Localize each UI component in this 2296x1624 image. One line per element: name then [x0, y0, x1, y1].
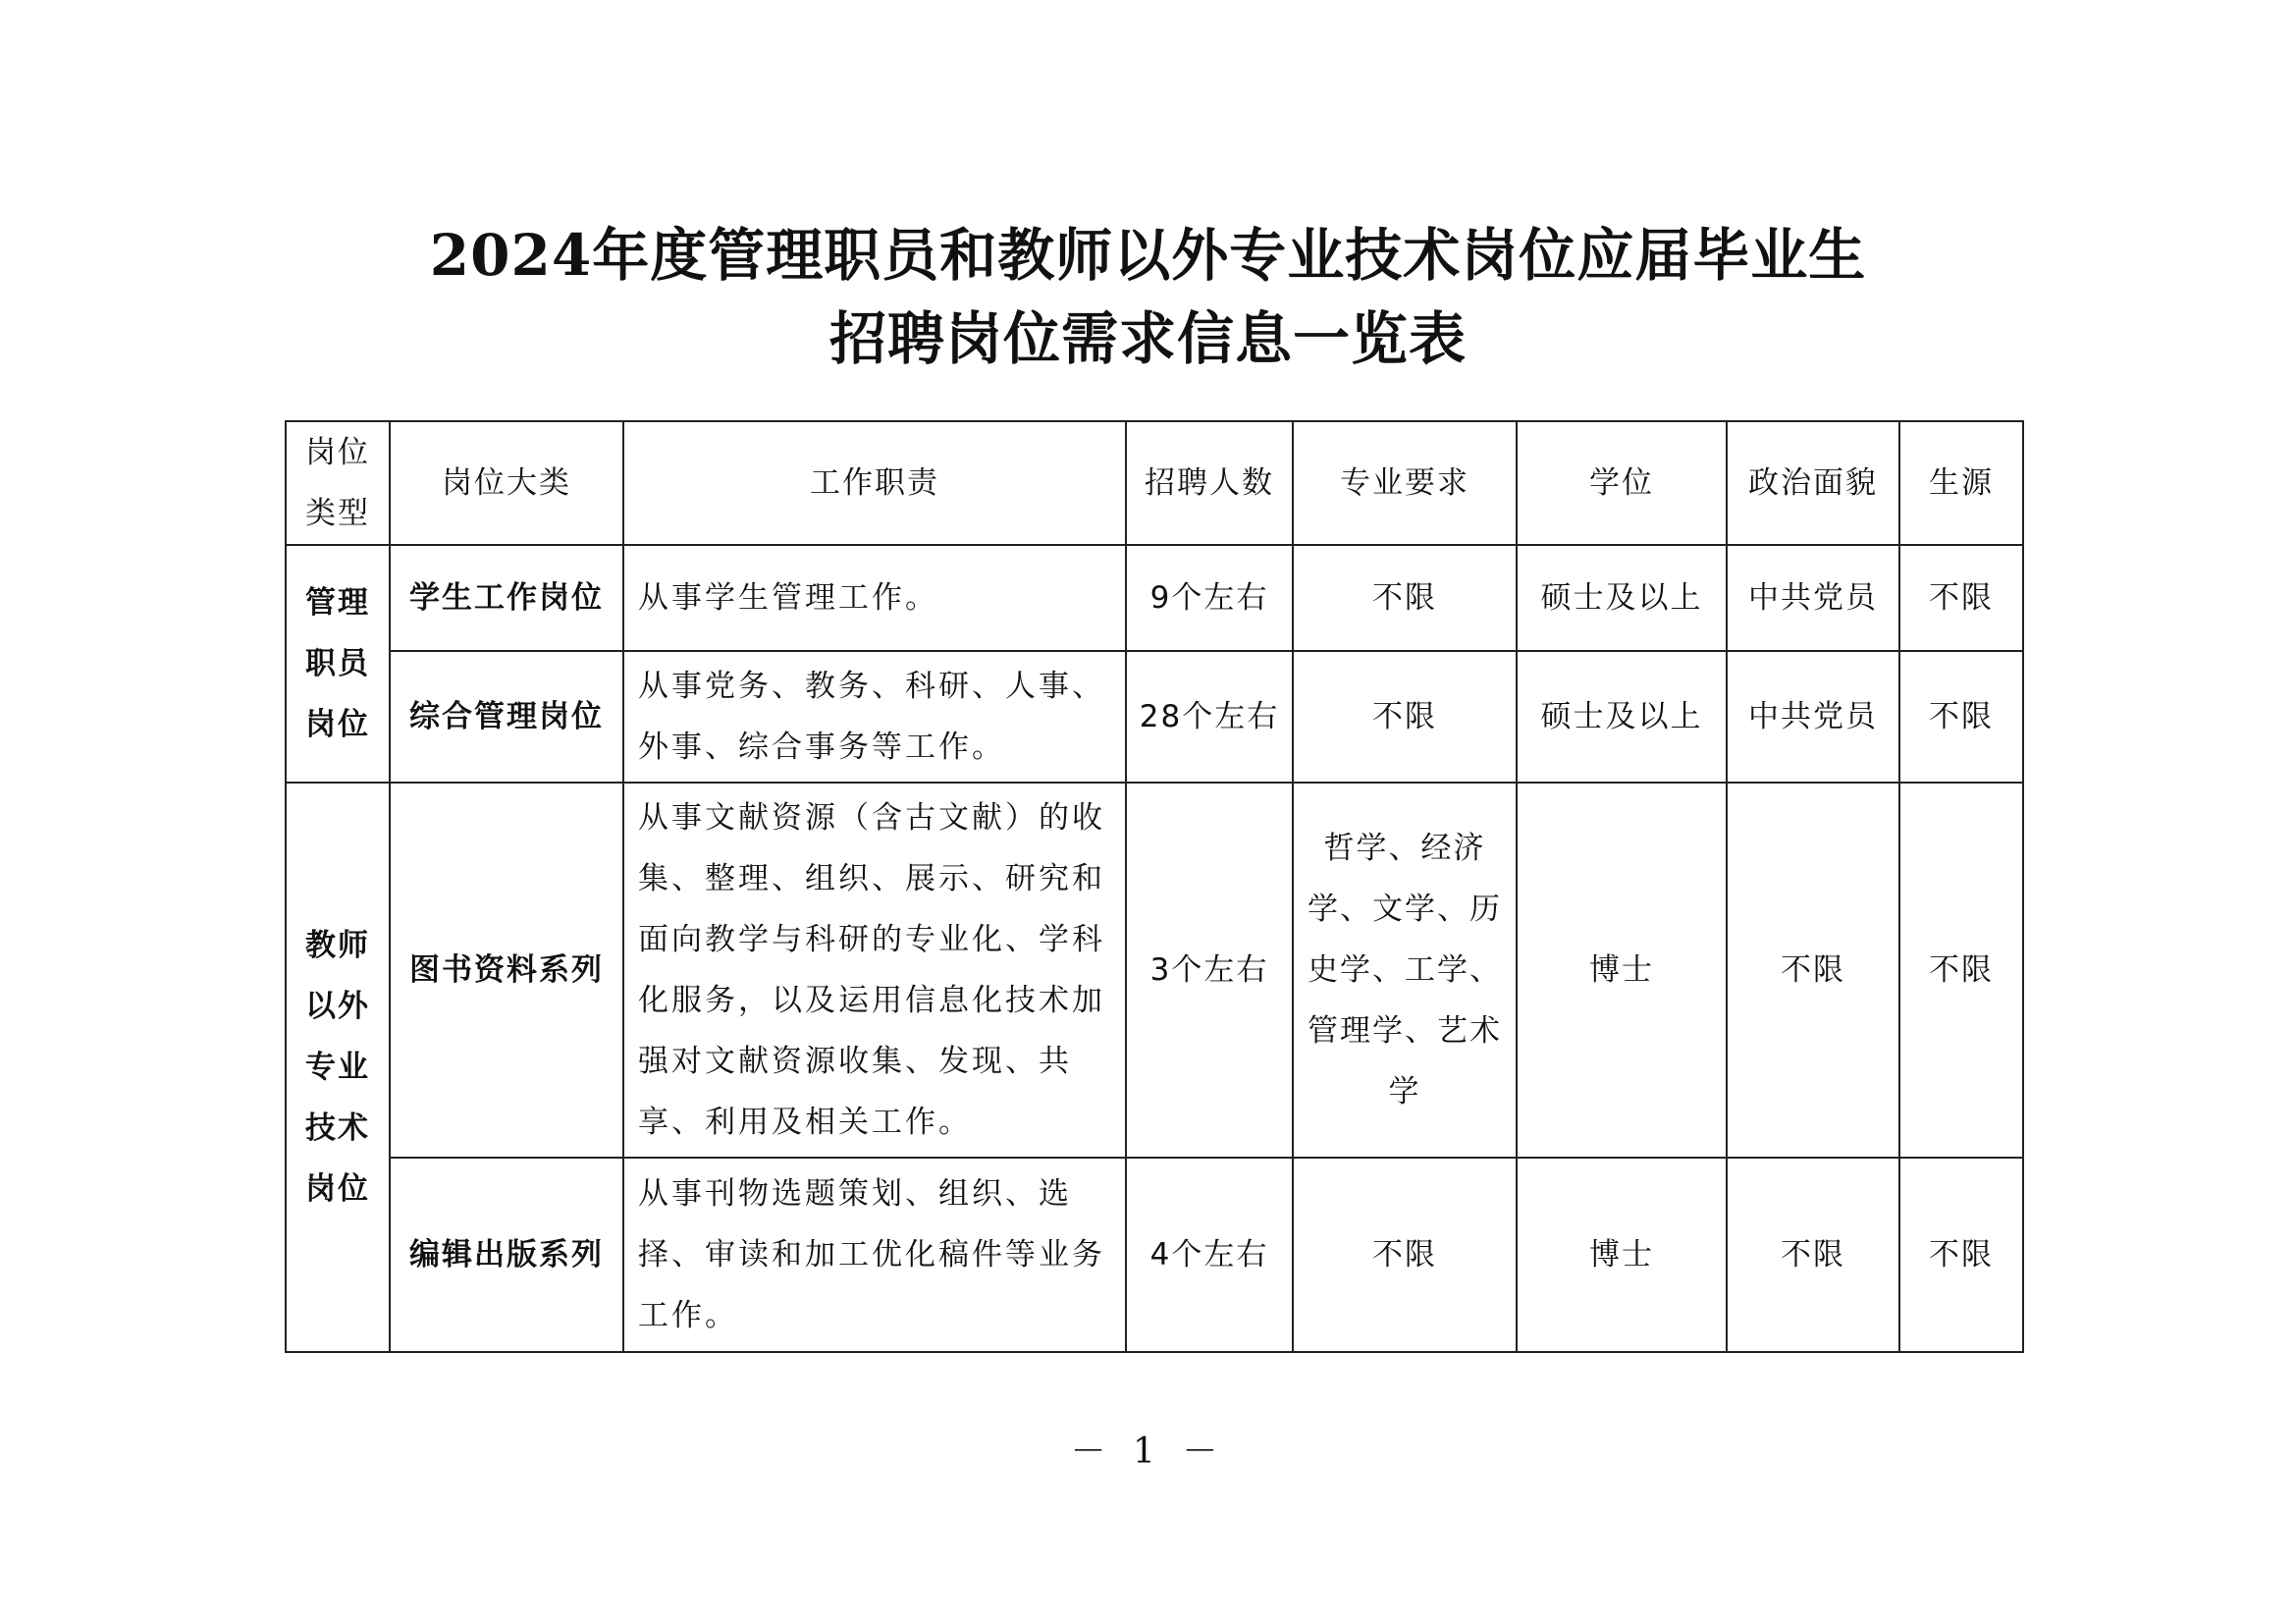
major-cell: 哲学、经济学、文学、历史学、工学、管理学、艺术学 [1293, 783, 1517, 1158]
header-major: 专业要求 [1293, 421, 1517, 545]
post-type-line: 岗位 [305, 1171, 370, 1207]
degree-cell: 博士 [1517, 783, 1727, 1158]
political-cell: 中共党员 [1727, 651, 1899, 783]
duties-cell: 从事党务、教务、科研、人事、外事、综合事务等工作。 [623, 651, 1126, 783]
major-cell: 不限 [1293, 1158, 1517, 1352]
degree-cell: 硕士及以上 [1517, 545, 1727, 651]
post-type-line: 岗位 [305, 707, 370, 742]
header-count: 招聘人数 [1126, 421, 1293, 545]
post-type-line: 管理 [305, 585, 370, 621]
duties-cell: 从事文献资源（含古文献）的收集、整理、组织、展示、研究和面向教学与科研的专业化、学科化服务，以及运用信息化技术加强对文献资源收集、发现、共享、利用及相关工作。 [623, 783, 1126, 1158]
post-type-line: 技术 [305, 1110, 370, 1146]
document-title-line-1: 2024年度管理职员和教师以外专业技术岗位应届毕业生 [429, 222, 1867, 289]
count-cell: 9个左右 [1126, 545, 1293, 651]
post-type-line: 职员 [305, 646, 370, 681]
post-type-cell [286, 783, 390, 1352]
count-cell: 3个左右 [1126, 783, 1293, 1158]
source-cell: 不限 [1899, 783, 2023, 1158]
category-cell: 图书资料系列 [390, 783, 623, 1158]
page-number: － 1 － [1070, 1432, 1226, 1472]
post-type-cell [286, 545, 390, 783]
degree-cell: 博士 [1517, 1158, 1727, 1352]
header-source: 生源 [1899, 421, 2023, 545]
header-political: 政治面貌 [1727, 421, 1899, 545]
post-type-line: 教师 [305, 928, 370, 963]
degree-cell: 硕士及以上 [1517, 651, 1727, 783]
major-cell: 不限 [1293, 545, 1517, 651]
political-cell: 不限 [1727, 1158, 1899, 1352]
category-cell: 综合管理岗位 [390, 651, 623, 783]
header-duties: 工作职责 [623, 421, 1126, 545]
header-degree: 学位 [1517, 421, 1727, 545]
category-cell: 编辑出版系列 [390, 1158, 623, 1352]
post-type-line: 以外 [305, 989, 370, 1024]
header-post-type-line: 类型 [305, 496, 370, 531]
source-cell: 不限 [1899, 545, 2023, 651]
category-cell: 学生工作岗位 [390, 545, 623, 651]
header-row [286, 421, 2023, 545]
count-cell: 4个左右 [1126, 1158, 1293, 1352]
political-cell: 不限 [1727, 783, 1899, 1158]
duties-cell: 从事学生管理工作。 [623, 545, 1126, 651]
duties-cell: 从事刊物选题策划、组织、选择、审读和加工优化稿件等业务工作。 [623, 1158, 1126, 1352]
count-cell: 28个左右 [1126, 651, 1293, 783]
major-cell: 不限 [1293, 651, 1517, 783]
header-category: 岗位大类 [390, 421, 623, 545]
source-cell: 不限 [1899, 651, 2023, 783]
recruitment-table [285, 420, 2024, 1353]
table-row [286, 783, 2023, 1158]
header-post-type [286, 421, 390, 545]
political-cell: 中共党员 [1727, 545, 1899, 651]
document-title-line-2: 招聘岗位需求信息一览表 [828, 305, 1467, 372]
table-row [286, 651, 2023, 783]
source-cell: 不限 [1899, 1158, 2023, 1352]
table-row [286, 1158, 2023, 1352]
table-row [286, 545, 2023, 651]
header-post-type-line: 岗位 [305, 435, 370, 470]
post-type-line: 专业 [305, 1050, 370, 1085]
